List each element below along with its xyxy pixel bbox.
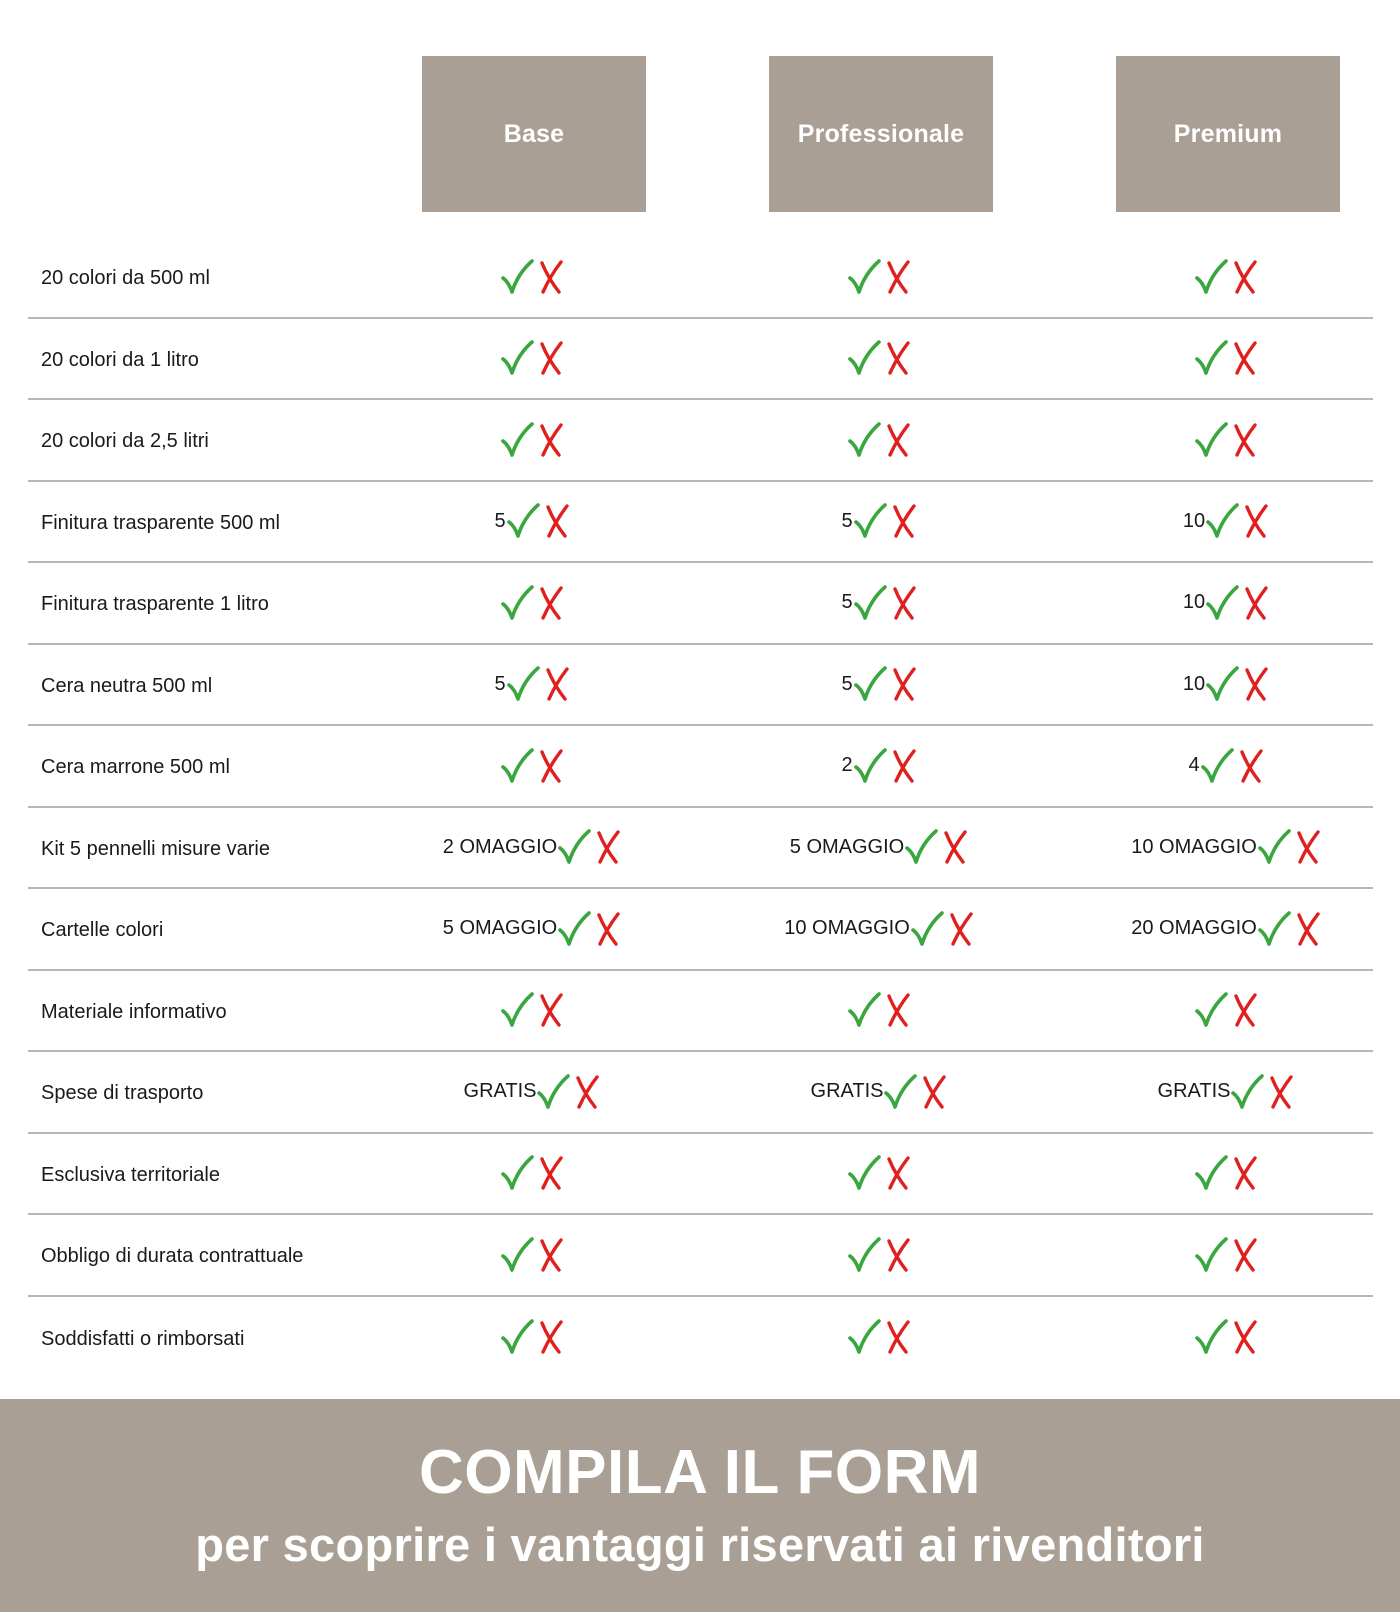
feature-label: Finitura trasparente 1 litro [41,593,269,616]
cell-value: 5 [841,591,853,614]
plan-cell-professionale [761,482,1001,562]
cross-icon [881,1155,915,1191]
table-row [28,1297,1373,1379]
check-icon [1194,992,1228,1028]
check-icon [500,585,534,621]
cell-value: 10 OMAGGIO [784,917,910,940]
cross-icon [1234,748,1268,784]
cell-value: 10 [1182,672,1206,695]
plan-cell-base [414,1134,654,1214]
check-icon [1194,340,1228,376]
plan-cell-premium [1108,1134,1348,1214]
plan-cell-premium [1108,645,1348,725]
cell-value: GRATIS [810,1080,884,1103]
cross-icon [1228,992,1262,1028]
cross-icon [887,666,921,702]
cross-icon [1291,829,1325,865]
plan-cell-professionale [761,237,1001,317]
check-icon [883,1074,917,1110]
cell-value: GRATIS [1157,1080,1231,1103]
plan-cell-base [414,645,654,725]
check-icon [1205,503,1239,539]
feature-label: Esclusiva territoriale [41,1163,220,1186]
plan-cell-premium [1108,808,1348,888]
check-icon [847,422,881,458]
cross-icon [944,911,978,947]
feature-label: Soddisfatti o rimborsati [41,1327,245,1350]
cell-value: 2 [841,754,853,777]
plan-cell-base [414,726,654,806]
check-icon [506,666,540,702]
plan-cell-premium [1108,237,1348,317]
feature-label: Finitura trasparente 500 ml [41,511,281,534]
cell-value: 10 [1182,509,1206,532]
plan-cell-base [414,971,654,1051]
cross-icon [881,422,915,458]
plan-cell-base [414,1052,654,1132]
table-row [28,971,1373,1053]
plan-cell-professionale [761,319,1001,399]
cross-icon [591,829,625,865]
check-icon [500,992,534,1028]
cross-icon [887,503,921,539]
table-row [28,1215,1373,1297]
cross-icon [887,748,921,784]
feature-label: Cera marrone 500 ml [41,756,230,779]
check-icon [853,666,887,702]
check-icon [1194,422,1228,458]
feature-label: 20 colori da 500 ml [41,267,210,290]
plan-cell-base [414,400,654,480]
cell-value: 5 [841,509,853,532]
feature-label: Cartelle colori [41,919,164,942]
plan-cell-professionale [761,563,1001,643]
cell-value: 5 [494,672,506,695]
table-row [28,645,1373,727]
check-icon [1257,911,1291,947]
cell-value: 5 OMAGGIO [789,835,905,858]
feature-label: Materiale informativo [41,1000,227,1023]
cross-icon [534,748,568,784]
plan-cell-professionale [761,971,1001,1051]
plan-cell-professionale [761,645,1001,725]
cross-icon [887,585,921,621]
table-row [28,237,1373,319]
table-row [28,1052,1373,1134]
cross-icon [917,1074,951,1110]
cross-icon [1228,340,1262,376]
cross-icon [1228,1155,1262,1191]
check-icon [847,1155,881,1191]
cross-icon [540,503,574,539]
plan-cell-professionale [761,1052,1001,1132]
check-icon [500,1319,534,1355]
plans-header [0,56,1400,212]
cross-icon [534,1155,568,1191]
check-icon [500,748,534,784]
check-icon [1205,666,1239,702]
plan-cell-professionale [761,808,1001,888]
plan-cell-premium [1108,563,1348,643]
plan-cell-base [414,1215,654,1295]
cell-value: 5 [494,509,506,532]
cross-icon [591,911,625,947]
cross-icon [1264,1074,1298,1110]
check-icon [1200,748,1234,784]
cross-icon [1291,911,1325,947]
cell-value: 4 [1188,754,1200,777]
cta-banner[interactable] [0,1399,1400,1612]
check-icon [500,1155,534,1191]
plan-cell-professionale [761,889,1001,969]
cell-value: 5 OMAGGIO [442,917,558,940]
cta-subtitle: per scoprire i vantaggi riservati ai rivenditori [195,1518,1205,1571]
table-row [28,808,1373,890]
plan-cell-professionale [761,1297,1001,1379]
feature-label: Obbligo di durata contrattuale [41,1245,304,1268]
table-row [28,563,1373,645]
comparison-table [28,237,1373,1378]
table-row [28,726,1373,808]
cross-icon [534,585,568,621]
cross-icon [1228,259,1262,295]
cross-icon [570,1074,604,1110]
feature-label: 20 colori da 1 litro [41,348,199,371]
cell-value: 20 OMAGGIO [1131,917,1257,940]
table-row [28,1134,1373,1216]
check-icon [500,259,534,295]
check-icon [557,911,591,947]
plan-cell-base [414,563,654,643]
cell-value: 10 OMAGGIO [1131,835,1257,858]
check-icon [853,748,887,784]
cross-icon [1228,1237,1262,1273]
check-icon [847,1237,881,1273]
plan-cell-premium [1108,726,1348,806]
cross-icon [881,992,915,1028]
check-icon [904,829,938,865]
feature-label: Cera neutra 500 ml [41,674,213,697]
plan-cell-premium [1108,482,1348,562]
check-icon [847,340,881,376]
cross-icon [881,259,915,295]
plan-cell-premium [1108,1215,1348,1295]
cross-icon [1228,1319,1262,1355]
plan-header-premium [1116,56,1340,212]
plan-cell-premium [1108,889,1348,969]
feature-label: 20 colori da 2,5 litri [41,430,209,453]
plan-cell-premium [1108,319,1348,399]
cell-value: 10 [1182,591,1206,614]
plan-cell-professionale [761,400,1001,480]
check-icon [500,1237,534,1273]
check-icon [500,340,534,376]
plan-cell-base [414,889,654,969]
table-row [28,482,1373,564]
table-row [28,319,1373,401]
cross-icon [534,992,568,1028]
plan-cell-premium [1108,400,1348,480]
feature-label: Spese di trasporto [41,1082,204,1105]
plan-cell-base [414,808,654,888]
check-icon [853,503,887,539]
check-icon [1194,1237,1228,1273]
check-icon [1194,259,1228,295]
check-icon [536,1074,570,1110]
cross-icon [534,340,568,376]
cross-icon [881,1237,915,1273]
plan-header-base [422,56,646,212]
plan-cell-professionale [761,1215,1001,1295]
check-icon [847,259,881,295]
cross-icon [881,340,915,376]
cross-icon [881,1319,915,1355]
plan-cell-base [414,1297,654,1379]
check-icon [1257,829,1291,865]
plan-cell-premium [1108,971,1348,1051]
plan-cell-premium [1108,1052,1348,1132]
cta-title: COMPILA IL FORM [418,1438,982,1507]
check-icon [847,1319,881,1355]
cross-icon [938,829,972,865]
cross-icon [1239,585,1273,621]
table-row [28,400,1373,482]
plan-name: Base [503,119,565,148]
check-icon [557,829,591,865]
plan-name: Premium [1173,119,1283,148]
check-icon [910,911,944,947]
cross-icon [1228,422,1262,458]
check-icon [500,422,534,458]
check-icon [506,503,540,539]
cell-value: 2 OMAGGIO [442,835,558,858]
cross-icon [1239,503,1273,539]
check-icon [1194,1155,1228,1191]
plan-name: Professionale [797,119,965,148]
cell-value: 5 [841,672,853,695]
table-row [28,889,1373,971]
plan-cell-base [414,237,654,317]
feature-label: Kit 5 pennelli misure varie [41,837,270,860]
cross-icon [534,422,568,458]
check-icon [1230,1074,1264,1110]
cross-icon [540,666,574,702]
check-icon [847,992,881,1028]
plan-cell-professionale [761,726,1001,806]
cross-icon [1239,666,1273,702]
plan-header-professionale [769,56,993,212]
plan-cell-premium [1108,1297,1348,1379]
check-icon [1194,1319,1228,1355]
cross-icon [534,259,568,295]
check-icon [1205,585,1239,621]
cell-value: GRATIS [463,1080,537,1103]
cross-icon [534,1237,568,1273]
plan-cell-base [414,319,654,399]
plan-cell-base [414,482,654,562]
plan-cell-professionale [761,1134,1001,1214]
check-icon [853,585,887,621]
cross-icon [534,1319,568,1355]
